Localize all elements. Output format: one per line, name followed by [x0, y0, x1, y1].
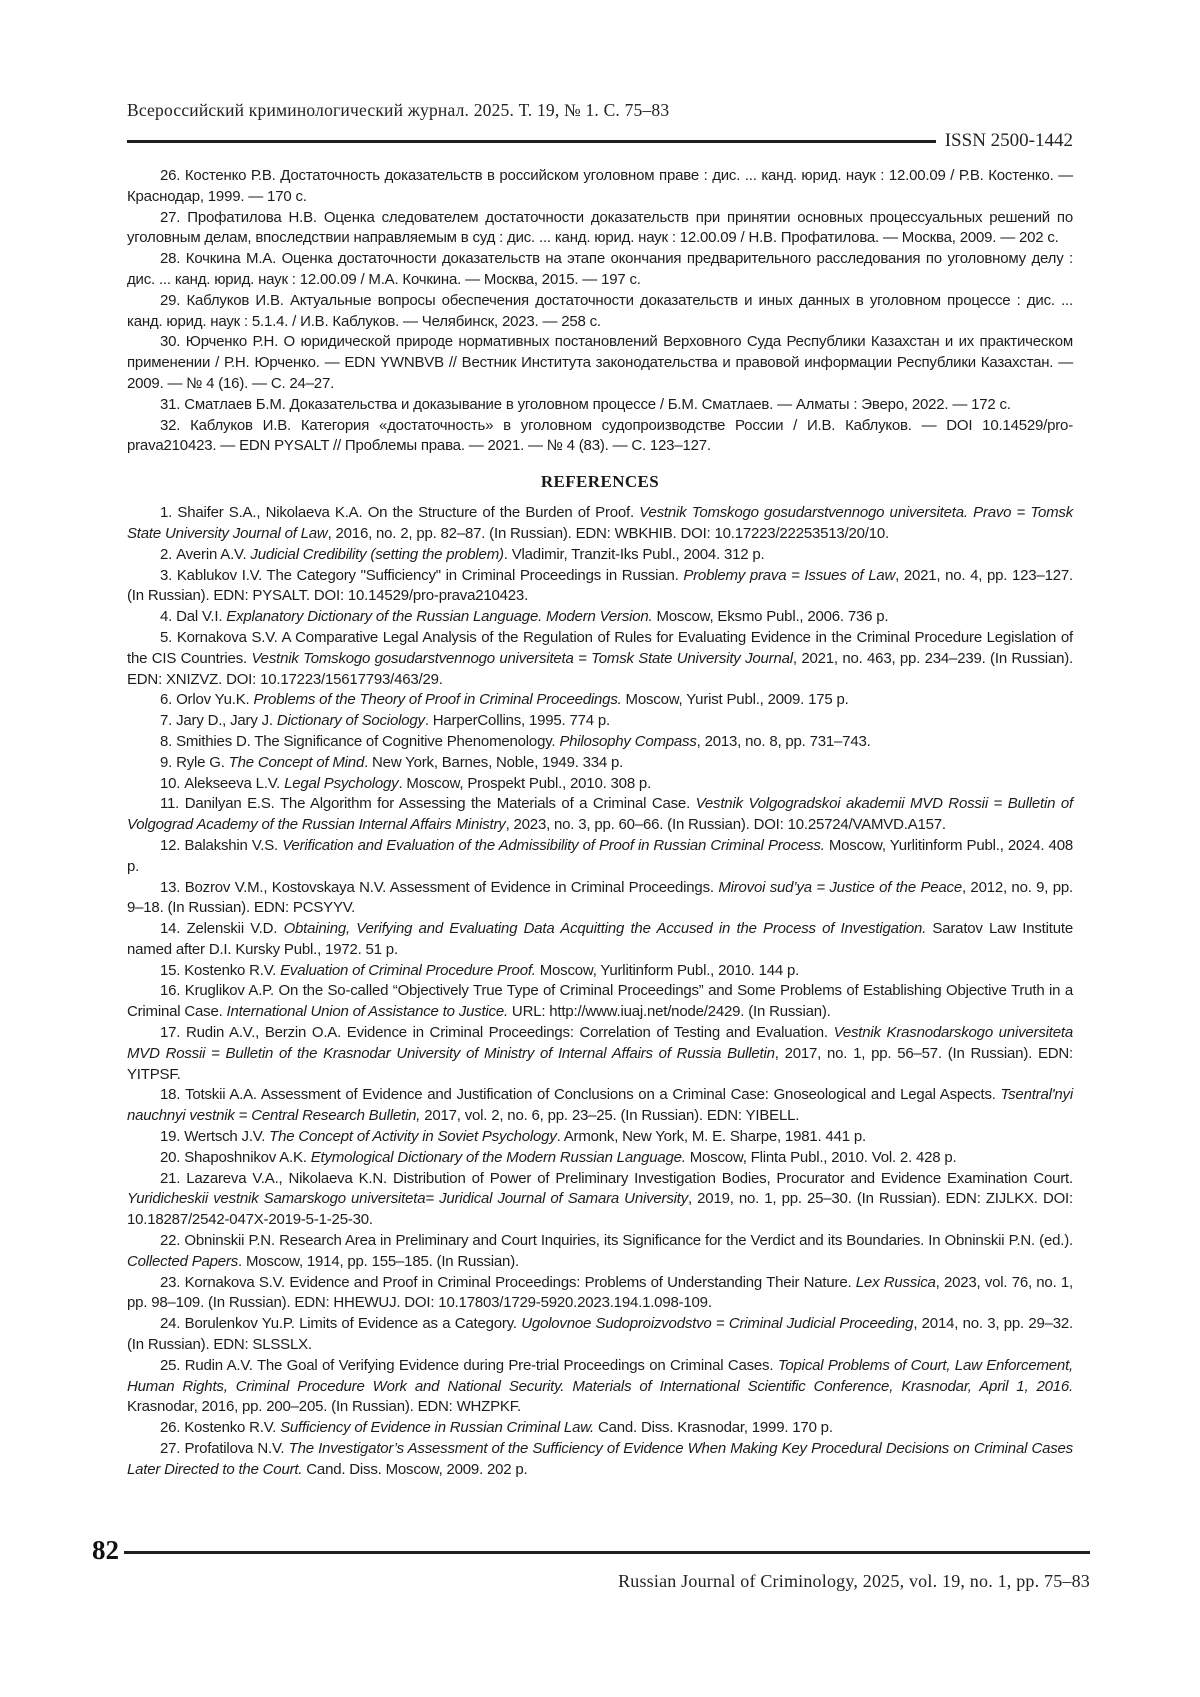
- footer-rule-row: [92, 1537, 1090, 1564]
- reference-item: 28. Кочкина М.А. Оценка достаточности доказательств на этапе окончания предварительного расследования по уголовному делу : дис. ... канд. юрид. наук : 12.00.09 / М.А. Кочкина. — Москва, 2015. — 197 с.: [127, 250, 1073, 288]
- reference-item: 31. Сматлаев Б.М. Доказательства и доказывание в уголовном процессе / Б.М. Сматлаев. — Алматы : Эверо, 2022. — 172 с.: [160, 395, 1011, 413]
- reference-item: 24. Borulenkov Yu.P. Limits of Evidence as a Category. Ugolovnoe Sudoproizvodstvo = Criminal Judicial Proceeding, 2014, no. 3, pp. 29–32. (In Russian). EDN: SLSSLX.: [127, 1315, 1073, 1354]
- journal-title-en: Russian Journal of Criminology, 2025, vol. 19, no. 1, pp. 75–83: [618, 1571, 1090, 1591]
- reference-item: 13. Bozrov V.M., Kostovskaya N.V. Assessment of Evidence in Criminal Proceedings. Mirovoi sud’ya = Justice of the Peace, 2012, no. 9, pp. 9–18. (In Russian). EDN: PCSYYV.: [127, 878, 1073, 917]
- reference-item: 26. Костенко Р.В. Достаточность доказательств в российском уголовном праве : дис. ... канд. юрид. наук : 12.00.09 / Р.В. Костенко. — Краснодар, 1999. — 170 с.: [127, 167, 1073, 205]
- reference-item: 21. Lazareva V.A., Nikolaeva K.N. Distribution of Power of Preliminary Investigation Bodies, Procurator and Evidence Examination Court. Yuridicheskii vestnik Samarskogo universiteta= Juridical Journal of Samara University, 2019, no. 1, pp. 25–30. (In Russian). EDN: ZIJLKX. DOI: 10.18287/2542-047X-2019-5-1-25-30.: [127, 1169, 1073, 1229]
- reference-item: 26. Kostenko R.V. Sufficiency of Evidence in Russian Criminal Law. Cand. Diss. Krasnodar, 1999. 170 p.: [160, 1419, 833, 1437]
- english-references-list: [127, 503, 1073, 1480]
- reference-item: 1. Shaifer S.A., Nikolaeva K.A. On the Structure of the Burden of Proof. Vestnik Tomskogo gosudarstvennogo universiteta. Pravo = Tomsk State University Journal of Law, 2016, no. 2, pp. 82–87. (In Russian). EDN: WBKHIB. DOI: 10.17223/22253513/20/10.: [127, 504, 1073, 542]
- reference-item: 27. Профатилова Н.В. Оценка следователем достаточности доказательств при принятии основных процессуальных решений по уголовным делам, впоследствии направляемым в суд : дис. ... канд. юрид. наук : 12.00.09 / Н.В. Профатилова. — Москва, 2009. — 202 с.: [127, 208, 1073, 247]
- header-rule: [127, 140, 936, 143]
- reference-item: 18. Totskii A.A. Assessment of Evidence and Justification of Conclusions on a Criminal Case: Gnoseological and Legal Aspects. Tsentral'nyi nauchnyi vestnik = Central Research Bulletin, 2017, vol. 2, no. 6, pp. 23–25. (In Russian). EDN: YIBELL.: [127, 1086, 1073, 1125]
- reference-item: 29. Каблуков И.В. Актуальные вопросы обеспечения достаточности доказательств и иных данных в уголовном процессе : дис. ... канд. юрид. наук : 5.1.4. / И.В. Каблуков. — Челябинск, 2023. — 258 с.: [127, 291, 1073, 330]
- reference-item: 20. Shaposhnikov A.K. Etymological Dictionary of the Modern Russian Language. Moscow, Flinta Publ., 2010. Vol. 2. 428 p.: [160, 1148, 957, 1166]
- reference-item: 2. Averin A.V. Judicial Credibility (setting the problem). Vladimir, Tranzit-Iks Publ., 2004. 312 p.: [160, 545, 765, 563]
- reference-item: 12. Balakshin V.S. Verification and Evaluation of the Admissibility of Proof in Russian Criminal Process. Moscow, Yurlitinform Publ., 2024. 408 p.: [127, 836, 1073, 875]
- reference-item: 27. Profatilova N.V. The Investigator’s Assessment of the Sufficiency of Evidence When Making Key Procedural Decisions on Criminal Cases Later Directed to the Court. Cand. Diss. Moscow, 2009. 202 p.: [127, 1440, 1073, 1478]
- reference-item: 17. Rudin A.V., Berzin O.A. Evidence in Criminal Proceedings: Correlation of Testing and Evaluation. Vestnik Krasnodarskogo universiteta MVD Rossii = Bulletin of the Krasnodar University of Ministry of Internal Affairs of Russia Bulletin, 2017, no. 1, pp. 56–57. (In Russian). EDN: YITPSF.: [127, 1024, 1073, 1083]
- footer-rule: [124, 1551, 1090, 1554]
- page-header: [127, 100, 1073, 152]
- russian-references-list: [127, 166, 1073, 457]
- reference-item: 9. Ryle G. The Concept of Mind. New York, Barnes, Noble, 1949. 334 p.: [160, 753, 624, 771]
- reference-item: 15. Kostenko R.V. Evaluation of Criminal Procedure Proof. Moscow, Yurlitinform Publ., 2010. 144 p.: [160, 961, 800, 979]
- reference-item: 19. Wertsch J.V. The Concept of Activity in Soviet Psychology. Armonk, New York, M. E. Sharpe, 1981. 441 p.: [160, 1128, 866, 1146]
- reference-item: 8. Smithies D. The Significance of Cognitive Phenomenology. Philosophy Compass, 2013, no. 8, pp. 731–743.: [160, 732, 871, 750]
- reference-item: 6. Orlov Yu.K. Problems of the Theory of Proof in Criminal Proceedings. Moscow, Yurist Publ., 2009. 175 p.: [160, 691, 849, 709]
- page-footer: [92, 1537, 1090, 1592]
- header-rule-row: [127, 130, 1073, 152]
- reference-item: 32. Каблуков И.В. Категория «достаточность» в уголовном судопроизводстве России / И.В. Каблуков. — DOI 10.14529/pro-prava210423. — EDN PYSALT // Проблемы права. — 2021. — № 4 (83). — С. 123–127.: [127, 416, 1073, 455]
- reference-item: 7. Jary D., Jary J. Dictionary of Sociology. HarperCollins, 1995. 774 p.: [160, 712, 610, 730]
- issn-label: ISSN 2500-1442: [944, 130, 1073, 151]
- reference-item: 3. Kablukov I.V. The Category "Sufficiency" in Criminal Proceedings in Russian. Problemy prava = Issues of Law, 2021, no. 4, pp. 123–127. (In Russian). EDN: PYSALT. DOI: 10.14529/pro-prava210423.: [127, 566, 1073, 605]
- reference-item: 23. Kornakova S.V. Evidence and Proof in Criminal Proceedings: Problems of Understanding Their Nature. Lex Russica, 2023, vol. 76, no. 1, pp. 98–109. (In Russian). EDN: HHEWUJ. DOI: 10.17803/1729-5920.2023.194.1.098-109.: [127, 1273, 1073, 1312]
- reference-item: 5. Kornakova S.V. A Comparative Legal Analysis of the Regulation of Rules for Evaluating Evidence in the Criminal Procedure Legislation of the CIS Countries. Vestnik Tomskogo gosudarstvennogo universiteta = Tomsk State University Journal, 2021, no. 463, pp. 234–239. (In Russian). EDN: XNIZVZ. DOI: 10.17223/15617793/463/29.: [127, 628, 1073, 688]
- page-number: 82: [92, 1535, 119, 1565]
- reference-item: 10. Alekseeva L.V. Legal Psychology. Moscow, Prospekt Publ., 2010. 308 p.: [160, 774, 652, 792]
- reference-item: 11. Danilyan E.S. The Algorithm for Assessing the Materials of a Criminal Case. Vestnik Volgogradskoi akademii MVD Rossii = Bulletin of Volgograd Academy of the Russian Internal Affairs Ministry, 2023, no. 3, pp. 60–66. (In Russian). DOI: 10.25724/VAMVD.A157.: [127, 795, 1073, 834]
- reference-item: 25. Rudin A.V. The Goal of Verifying Evidence during Pre-trial Proceedings on Criminal Cases. Topical Problems of Court, Law Enforcement, Human Rights, Criminal Procedure Work and National Security. Materials of International Scientific Conference, Krasnodar, April 1, 2016. Krasnodar, 2016, pp. 200–205. (In Russian). EDN: WHZPKF.: [127, 1356, 1073, 1416]
- references-content: [127, 166, 1073, 1481]
- reference-item: 16. Kruglikov A.P. On the So-called “Objectively True Type of Criminal Proceedings” and Some Problems of Establishing Objective Truth in a Criminal Case. International Union of Assistance to Justice. URL: http://www.iuaj.net/node/2429. (In Russian).: [127, 982, 1073, 1021]
- reference-item: 14. Zelenskii V.D. Obtaining, Verifying and Evaluating Data Acquitting the Accused in the Process of Investigation. Saratov Law Institute named after D.I. Kursky Publ., 1972. 51 p.: [127, 920, 1073, 958]
- journal-title-ru: Всероссийский криминологический журнал. 2025. Т. 19, № 1. С. 75–83: [127, 100, 670, 120]
- references-heading: REFERENCES: [540, 472, 660, 492]
- reference-item: 4. Dal V.I. Explanatory Dictionary of the Russian Language. Modern Version. Moscow, Eksmo Publ., 2006. 736 p.: [160, 608, 889, 626]
- reference-item: 22. Obninskii P.N. Research Area in Preliminary and Court Inquiries, its Significance for the Verdict and its Boundaries. In Obninskii P.N. (ed.). Collected Papers. Moscow, 1914, pp. 155–185. (In Russian).: [127, 1232, 1073, 1270]
- reference-item: 30. Юрченко Р.Н. О юридической природе нормативных постановлений Верховного Суда Республики Казахстан и их практическом применении / Р.Н. Юрченко. — EDN YWNBVB // Вестник Института законодательства и правовой информации Республики Казахстан. — 2009. — № 4 (16). — С. 24–27.: [127, 333, 1073, 392]
